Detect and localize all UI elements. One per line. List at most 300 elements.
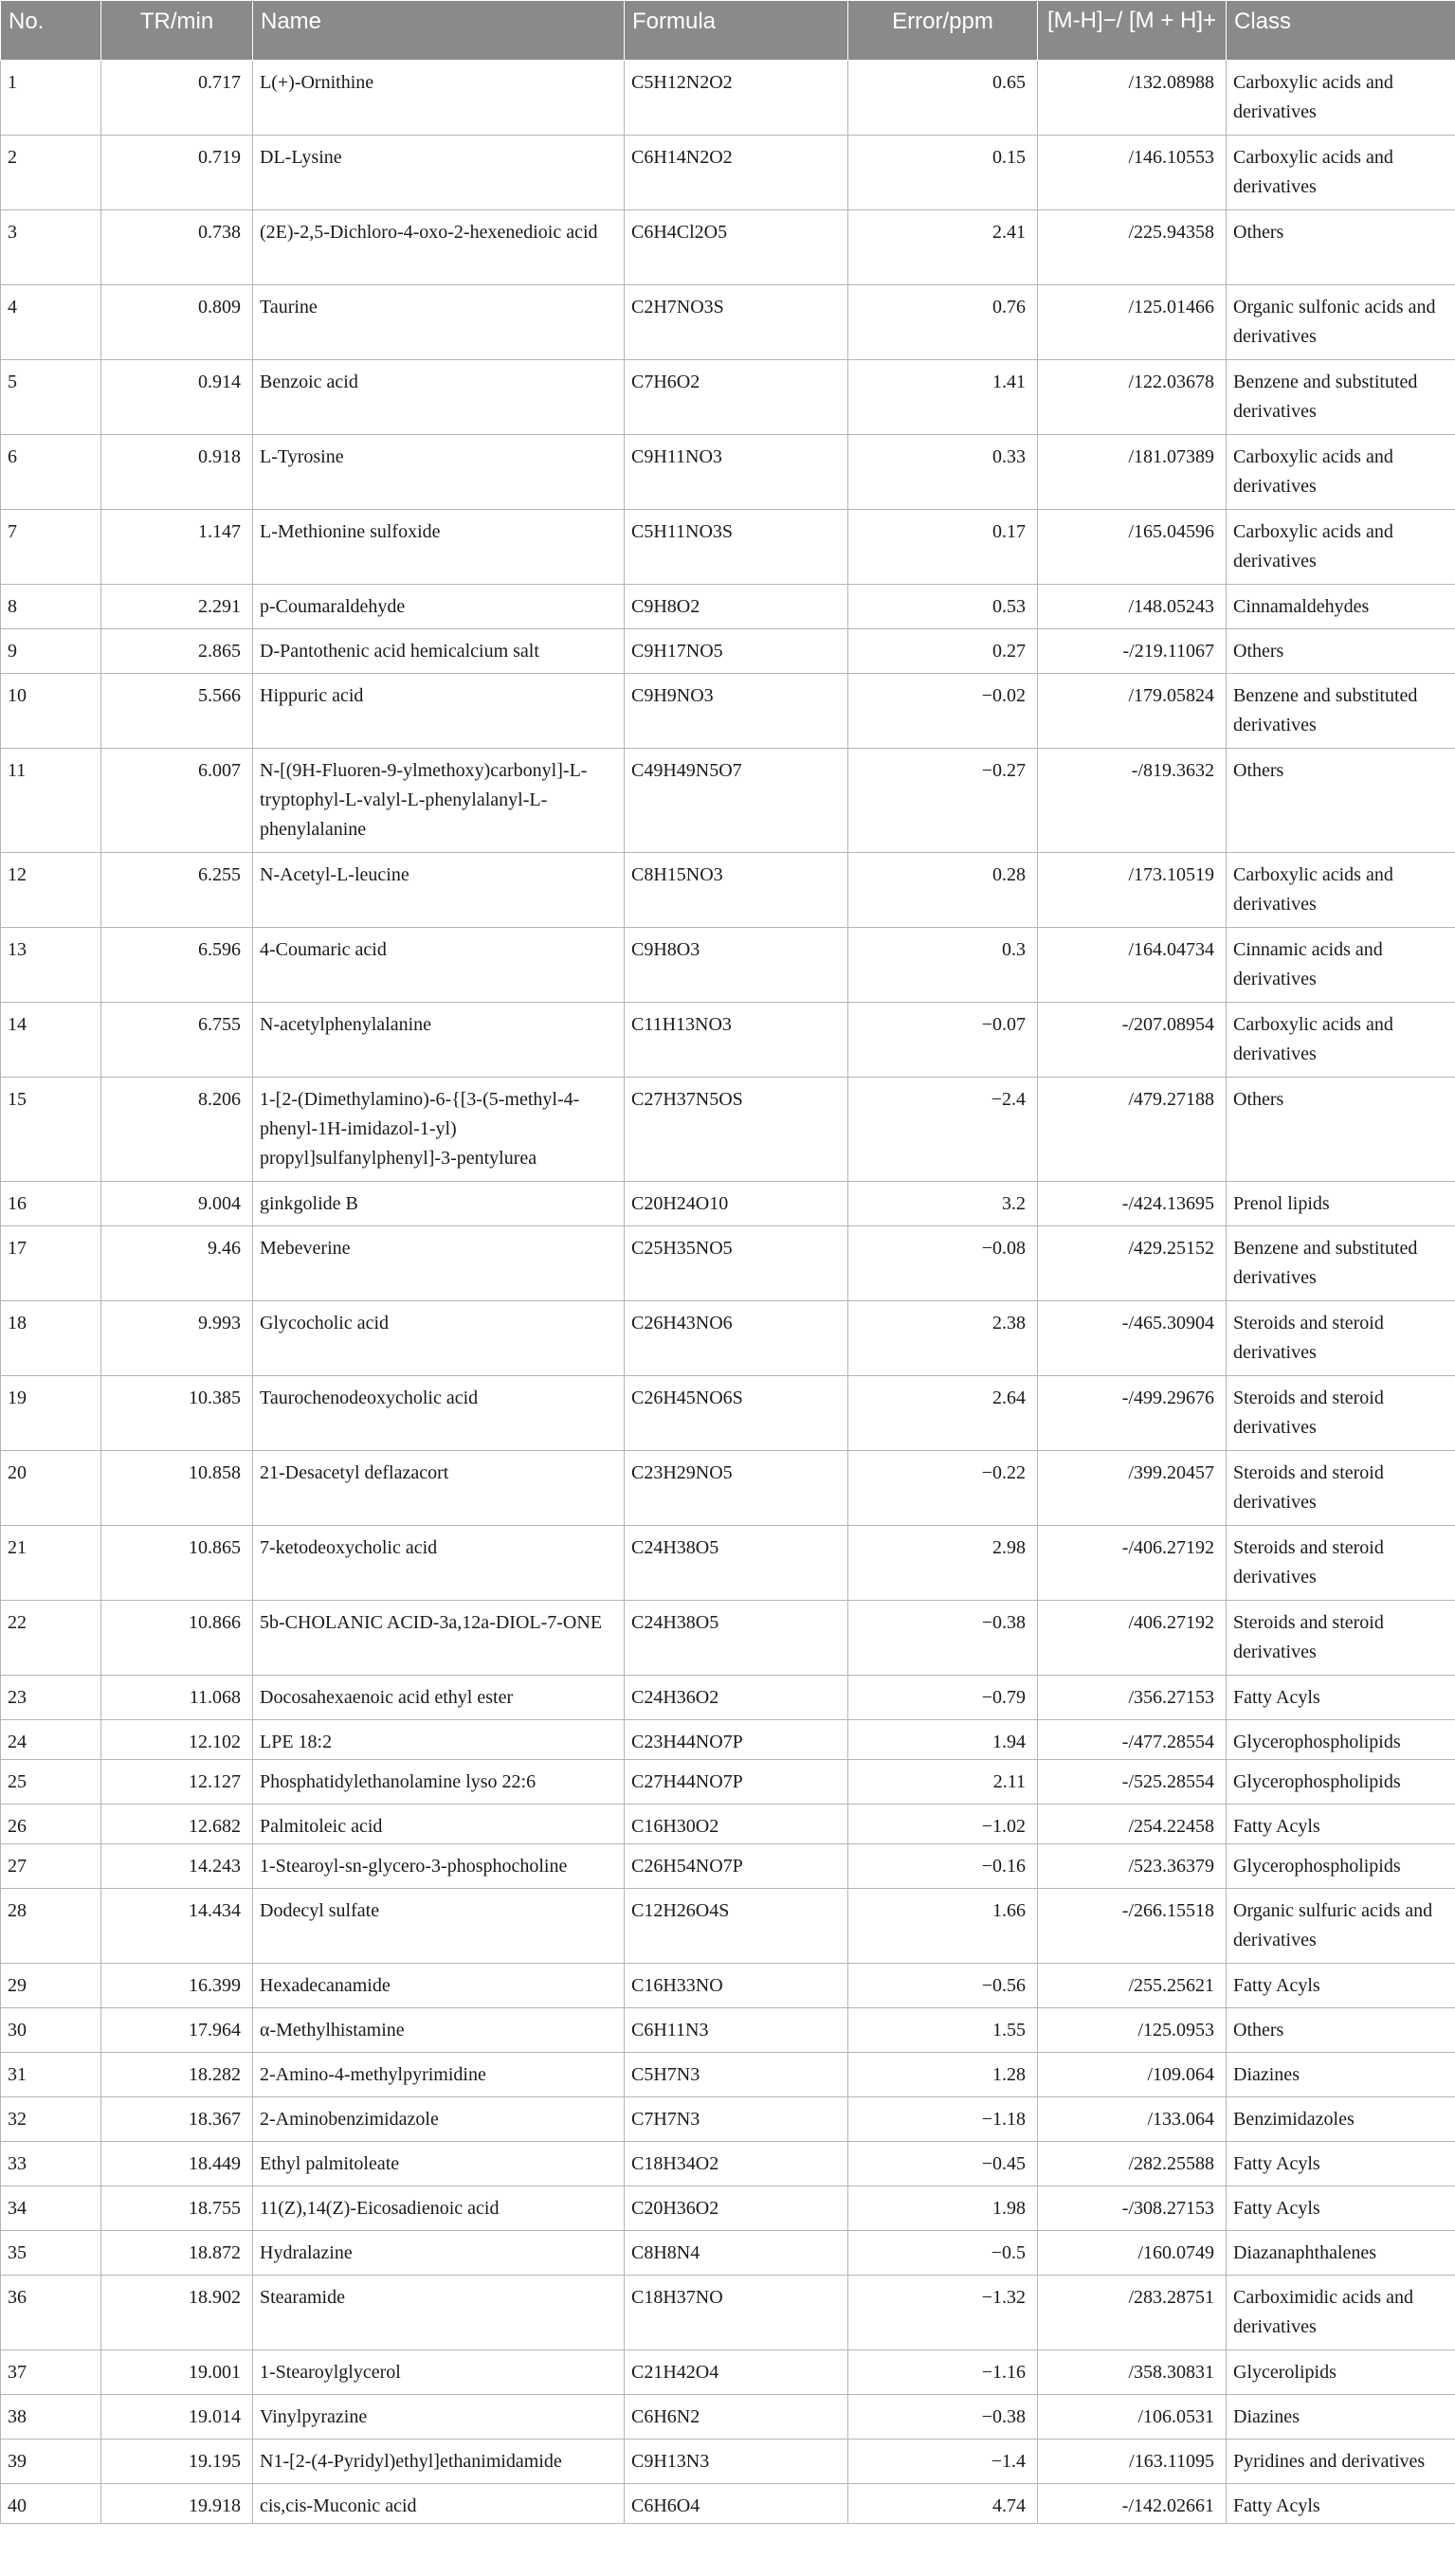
cell-tr: 6.755: [101, 1003, 253, 1078]
cell-formula: C23H29NO5: [625, 1451, 848, 1526]
cell-mz: -/219.11067: [1038, 629, 1227, 674]
cell-mz: /282.25588: [1038, 2142, 1227, 2186]
cell-no: 13: [1, 928, 101, 1003]
table-row: [1, 1182, 1455, 1226]
cell-tr: 6.596: [101, 928, 253, 1003]
cell-no: 6: [1, 435, 101, 510]
cell-error: −0.38: [848, 2395, 1038, 2440]
cell-formula: C26H43NO6: [625, 1301, 848, 1376]
cell-no: 34: [1, 2186, 101, 2231]
cell-no: 21: [1, 1526, 101, 1601]
cell-tr: 9.46: [101, 1226, 253, 1301]
cell-name: Taurine: [253, 285, 625, 360]
cell-mz: /148.05243: [1038, 585, 1227, 629]
cell-tr: 10.865: [101, 1526, 253, 1601]
cell-error: 0.17: [848, 510, 1038, 585]
cell-error: −0.38: [848, 1601, 1038, 1676]
cell-error: −1.4: [848, 2440, 1038, 2484]
table-row: [1, 928, 1455, 1003]
table-row: [1, 1078, 1455, 1182]
cell-mz: /109.064: [1038, 2053, 1227, 2097]
cell-name: N1-[2-(4-Pyridyl)ethyl]ethanimidamide: [253, 2440, 625, 2484]
cell-class: Glycerophospholipids: [1227, 1720, 1455, 1760]
cell-tr: 18.367: [101, 2097, 253, 2142]
cell-class: Carboxylic acids and derivatives: [1227, 510, 1455, 585]
table-header: [1, 1, 1455, 61]
cell-formula: C18H34O2: [625, 2142, 848, 2186]
cell-class: Others: [1227, 2008, 1455, 2053]
cell-no: 4: [1, 285, 101, 360]
cell-mz: /146.10553: [1038, 136, 1227, 210]
cell-class: Diazines: [1227, 2395, 1455, 2440]
cell-mz: /406.27192: [1038, 1601, 1227, 1676]
cell-tr: 0.719: [101, 136, 253, 210]
cell-class: Benzimidazoles: [1227, 2097, 1455, 2142]
cell-mz: /125.01466: [1038, 285, 1227, 360]
cell-mz: /523.36379: [1038, 1844, 1227, 1889]
cell-formula: C6H6N2: [625, 2395, 848, 2440]
cell-class: Others: [1227, 629, 1455, 674]
cell-tr: 0.918: [101, 435, 253, 510]
cell-error: −0.27: [848, 749, 1038, 853]
table-row: [1, 1376, 1455, 1451]
cell-error: −0.45: [848, 2142, 1038, 2186]
table-row: [1, 2484, 1455, 2524]
cell-name: Dodecyl sulfate: [253, 1889, 625, 1964]
cell-no: 8: [1, 585, 101, 629]
header-mz: [M-H]−/ [M + H]+: [1038, 1, 1227, 61]
cell-class: Cinnamaldehydes: [1227, 585, 1455, 629]
cell-formula: C6H14N2O2: [625, 136, 848, 210]
cell-no: 5: [1, 360, 101, 435]
cell-tr: 16.399: [101, 1964, 253, 2008]
cell-name: N-[(9H-Fluoren-9-ylmethoxy)carbonyl]-L-tryptophyl-L-valyl-L-phenylalanyl-L-phenylalanine: [253, 749, 625, 853]
cell-name: LPE 18:2: [253, 1720, 625, 1760]
cell-formula: C7H6O2: [625, 360, 848, 435]
cell-error: 1.98: [848, 2186, 1038, 2231]
cell-formula: C9H8O2: [625, 585, 848, 629]
cell-mz: -/465.30904: [1038, 1301, 1227, 1376]
header-name: Name: [253, 1, 625, 61]
table-row: [1, 1601, 1455, 1676]
table-row: [1, 1964, 1455, 2008]
cell-formula: C11H13NO3: [625, 1003, 848, 1078]
cell-formula: C27H44NO7P: [625, 1760, 848, 1805]
cell-tr: 18.449: [101, 2142, 253, 2186]
cell-formula: C12H26O4S: [625, 1889, 848, 1964]
cell-no: 24: [1, 1720, 101, 1760]
cell-no: 20: [1, 1451, 101, 1526]
cell-no: 14: [1, 1003, 101, 1078]
cell-tr: 9.004: [101, 1182, 253, 1226]
cell-no: 28: [1, 1889, 101, 1964]
cell-name: 7-ketodeoxycholic acid: [253, 1526, 625, 1601]
cell-name: 2-Aminobenzimidazole: [253, 2097, 625, 2142]
cell-class: Organic sulfonic acids and derivatives: [1227, 285, 1455, 360]
cell-error: 0.65: [848, 61, 1038, 136]
table-row: [1, 2186, 1455, 2231]
cell-no: 9: [1, 629, 101, 674]
cell-class: Cinnamic acids and derivatives: [1227, 928, 1455, 1003]
cell-class: Organic sulfuric acids and derivatives: [1227, 1889, 1455, 1964]
cell-class: Steroids and steroid derivatives: [1227, 1601, 1455, 1676]
cell-error: 0.27: [848, 629, 1038, 674]
cell-class: Diazines: [1227, 2053, 1455, 2097]
cell-mz: /122.03678: [1038, 360, 1227, 435]
table-row: [1, 585, 1455, 629]
cell-class: Fatty Acyls: [1227, 2186, 1455, 2231]
cell-mz: -/525.28554: [1038, 1760, 1227, 1805]
cell-error: −1.32: [848, 2276, 1038, 2350]
table-row: [1, 61, 1455, 136]
cell-name: Palmitoleic acid: [253, 1805, 625, 1844]
cell-formula: C24H38O5: [625, 1601, 848, 1676]
cell-mz: /479.27188: [1038, 1078, 1227, 1182]
cell-class: Steroids and steroid derivatives: [1227, 1451, 1455, 1526]
cell-mz: -/142.02661: [1038, 2484, 1227, 2524]
cell-name: α-Methylhistamine: [253, 2008, 625, 2053]
cell-class: Carboxylic acids and derivatives: [1227, 853, 1455, 928]
cell-tr: 11.068: [101, 1676, 253, 1720]
cell-formula: C5H12N2O2: [625, 61, 848, 136]
cell-tr: 12.682: [101, 1805, 253, 1844]
cell-tr: 10.858: [101, 1451, 253, 1526]
cell-formula: C9H9NO3: [625, 674, 848, 749]
cell-error: 0.76: [848, 285, 1038, 360]
cell-error: −0.79: [848, 1676, 1038, 1720]
cell-no: 16: [1, 1182, 101, 1226]
cell-tr: 5.566: [101, 674, 253, 749]
cell-error: 2.64: [848, 1376, 1038, 1451]
table-row: [1, 1720, 1455, 1760]
table-row: [1, 749, 1455, 853]
cell-no: 35: [1, 2231, 101, 2276]
cell-mz: /160.0749: [1038, 2231, 1227, 2276]
cell-formula: C16H30O2: [625, 1805, 848, 1844]
cell-formula: C9H8O3: [625, 928, 848, 1003]
cell-tr: 9.993: [101, 1301, 253, 1376]
cell-no: 12: [1, 853, 101, 928]
cell-tr: 6.255: [101, 853, 253, 928]
cell-error: 2.11: [848, 1760, 1038, 1805]
cell-tr: 1.147: [101, 510, 253, 585]
cell-no: 39: [1, 2440, 101, 2484]
cell-name: L-Methionine sulfoxide: [253, 510, 625, 585]
cell-no: 17: [1, 1226, 101, 1301]
table-row: [1, 2142, 1455, 2186]
cell-mz: -/406.27192: [1038, 1526, 1227, 1601]
table-row: [1, 2440, 1455, 2484]
cell-error: 0.28: [848, 853, 1038, 928]
cell-no: 10: [1, 674, 101, 749]
header-error: Error/ppm: [848, 1, 1038, 61]
table-row: [1, 629, 1455, 674]
cell-no: 26: [1, 1805, 101, 1844]
cell-no: 31: [1, 2053, 101, 2097]
table-row: [1, 1889, 1455, 1964]
cell-tr: 0.738: [101, 210, 253, 285]
cell-error: −0.56: [848, 1964, 1038, 2008]
cell-name: Hippuric acid: [253, 674, 625, 749]
cell-name: L(+)-Ornithine: [253, 61, 625, 136]
cell-error: 1.94: [848, 1720, 1038, 1760]
cell-formula: C5H11NO3S: [625, 510, 848, 585]
cell-mz: -/308.27153: [1038, 2186, 1227, 2231]
cell-error: −1.02: [848, 1805, 1038, 1844]
cell-formula: C6H11N3: [625, 2008, 848, 2053]
cell-error: −0.5: [848, 2231, 1038, 2276]
cell-no: 27: [1, 1844, 101, 1889]
cell-mz: -/819.3632: [1038, 749, 1227, 853]
table-row: [1, 1844, 1455, 1889]
cell-error: 1.28: [848, 2053, 1038, 2097]
cell-error: 0.53: [848, 585, 1038, 629]
table-row: [1, 1003, 1455, 1078]
cell-no: 29: [1, 1964, 101, 2008]
cell-tr: 12.127: [101, 1760, 253, 1805]
table-row: [1, 435, 1455, 510]
cell-no: 36: [1, 2276, 101, 2350]
cell-tr: 0.809: [101, 285, 253, 360]
table-row: [1, 210, 1455, 285]
cell-no: 18: [1, 1301, 101, 1376]
cell-formula: C26H45NO6S: [625, 1376, 848, 1451]
cell-class: Glycerophospholipids: [1227, 1760, 1455, 1805]
cell-class: Carboxylic acids and derivatives: [1227, 1003, 1455, 1078]
cell-formula: C49H49N5O7: [625, 749, 848, 853]
table-row: [1, 2276, 1455, 2350]
cell-error: −1.18: [848, 2097, 1038, 2142]
cell-name: Docosahexaenoic acid ethyl ester: [253, 1676, 625, 1720]
cell-formula: C6H4Cl2O5: [625, 210, 848, 285]
cell-no: 37: [1, 2350, 101, 2395]
cell-mz: /106.0531: [1038, 2395, 1227, 2440]
cell-name: N-acetylphenylalanine: [253, 1003, 625, 1078]
cell-name: Benzoic acid: [253, 360, 625, 435]
cell-name: Glycocholic acid: [253, 1301, 625, 1376]
cell-mz: /132.08988: [1038, 61, 1227, 136]
cell-formula: C26H54NO7P: [625, 1844, 848, 1889]
cell-name: L-Tyrosine: [253, 435, 625, 510]
cell-error: −1.16: [848, 2350, 1038, 2395]
cell-formula: C24H36O2: [625, 1676, 848, 1720]
cell-error: −0.22: [848, 1451, 1038, 1526]
cell-formula: C6H6O4: [625, 2484, 848, 2524]
cell-no: 3: [1, 210, 101, 285]
cell-error: 1.41: [848, 360, 1038, 435]
table-row: [1, 136, 1455, 210]
table-row: [1, 510, 1455, 585]
cell-no: 25: [1, 1760, 101, 1805]
cell-name: DL-Lysine: [253, 136, 625, 210]
cell-formula: C25H35NO5: [625, 1226, 848, 1301]
cell-class: Others: [1227, 749, 1455, 853]
cell-class: Fatty Acyls: [1227, 2142, 1455, 2186]
cell-name: D-Pantothenic acid hemicalcium salt: [253, 629, 625, 674]
cell-tr: 8.206: [101, 1078, 253, 1182]
header-row: [1, 1, 1455, 61]
cell-error: 2.41: [848, 210, 1038, 285]
cell-error: −0.08: [848, 1226, 1038, 1301]
cell-name: N-Acetyl-L-leucine: [253, 853, 625, 928]
cell-mz: -/424.13695: [1038, 1182, 1227, 1226]
cell-name: Hydralazine: [253, 2231, 625, 2276]
cell-no: 23: [1, 1676, 101, 1720]
cell-formula: C16H33NO: [625, 1964, 848, 2008]
cell-error: 2.98: [848, 1526, 1038, 1601]
cell-class: Steroids and steroid derivatives: [1227, 1301, 1455, 1376]
cell-class: Fatty Acyls: [1227, 1676, 1455, 1720]
cell-mz: /429.25152: [1038, 1226, 1227, 1301]
cell-error: 1.66: [848, 1889, 1038, 1964]
cell-tr: 19.014: [101, 2395, 253, 2440]
table-row: [1, 1676, 1455, 1720]
header-no: No.: [1, 1, 101, 61]
cell-mz: /356.27153: [1038, 1676, 1227, 1720]
cell-formula: C23H44NO7P: [625, 1720, 848, 1760]
cell-mz: /173.10519: [1038, 853, 1227, 928]
cell-no: 30: [1, 2008, 101, 2053]
cell-mz: /165.04596: [1038, 510, 1227, 585]
cell-name: Ethyl palmitoleate: [253, 2142, 625, 2186]
cell-error: 0.3: [848, 928, 1038, 1003]
cell-error: 2.38: [848, 1301, 1038, 1376]
cell-tr: 6.007: [101, 749, 253, 853]
cell-name: 1-[2-(Dimethylamino)-6-{[3-(5-methyl-4-phenyl-1H-imidazol-1-yl) propyl]sulfanylphenyl]-3-pentylurea: [253, 1078, 625, 1182]
cell-tr: 18.755: [101, 2186, 253, 2231]
cell-no: 33: [1, 2142, 101, 2186]
cell-mz: -/266.15518: [1038, 1889, 1227, 1964]
cell-no: 1: [1, 61, 101, 136]
cell-tr: 12.102: [101, 1720, 253, 1760]
cell-name: 1-Stearoyl-sn-glycero-3-phosphocholine: [253, 1844, 625, 1889]
cell-mz: -/499.29676: [1038, 1376, 1227, 1451]
cell-error: −0.16: [848, 1844, 1038, 1889]
cell-mz: /399.20457: [1038, 1451, 1227, 1526]
cell-tr: 19.918: [101, 2484, 253, 2524]
cell-formula: C27H37N5OS: [625, 1078, 848, 1182]
table-row: [1, 2008, 1455, 2053]
cell-name: Hexadecanamide: [253, 1964, 625, 2008]
cell-name: Mebeverine: [253, 1226, 625, 1301]
cell-class: Benzene and substituted derivatives: [1227, 674, 1455, 749]
cell-class: Carboxylic acids and derivatives: [1227, 435, 1455, 510]
cell-class: Steroids and steroid derivatives: [1227, 1376, 1455, 1451]
table-row: [1, 2350, 1455, 2395]
cell-mz: -/207.08954: [1038, 1003, 1227, 1078]
table-row: [1, 1451, 1455, 1526]
cell-class: Benzene and substituted derivatives: [1227, 360, 1455, 435]
cell-class: Others: [1227, 1078, 1455, 1182]
cell-formula: C20H24O10: [625, 1182, 848, 1226]
table-row: [1, 2231, 1455, 2276]
cell-error: −0.07: [848, 1003, 1038, 1078]
cell-tr: 19.001: [101, 2350, 253, 2395]
cell-class: Others: [1227, 210, 1455, 285]
cell-error: −0.02: [848, 674, 1038, 749]
cell-mz: /164.04734: [1038, 928, 1227, 1003]
cell-formula: C20H36O2: [625, 2186, 848, 2231]
cell-mz: /255.25621: [1038, 1964, 1227, 2008]
cell-name: (2E)-2,5-Dichloro-4-oxo-2-hexenedioic acid: [253, 210, 625, 285]
cell-formula: C2H7NO3S: [625, 285, 848, 360]
cell-formula: C21H42O4: [625, 2350, 848, 2395]
cell-formula: C7H7N3: [625, 2097, 848, 2142]
cell-class: Pyridines and derivatives: [1227, 2440, 1455, 2484]
cell-mz: /133.064: [1038, 2097, 1227, 2142]
table-row: [1, 2053, 1455, 2097]
cell-class: Carboxylic acids and derivatives: [1227, 61, 1455, 136]
cell-mz: /181.07389: [1038, 435, 1227, 510]
cell-name: 1-Stearoylglycerol: [253, 2350, 625, 2395]
cell-name: 21-Desacetyl deflazacort: [253, 1451, 625, 1526]
cell-mz: -/477.28554: [1038, 1720, 1227, 1760]
cell-name: Stearamide: [253, 2276, 625, 2350]
cell-tr: 14.243: [101, 1844, 253, 1889]
cell-class: Prenol lipids: [1227, 1182, 1455, 1226]
header-tr: TR/min: [101, 1, 253, 61]
table-row: [1, 674, 1455, 749]
cell-class: Glycerophospholipids: [1227, 1844, 1455, 1889]
table-row: [1, 360, 1455, 435]
cell-no: 7: [1, 510, 101, 585]
cell-tr: 17.964: [101, 2008, 253, 2053]
cell-name: Phosphatidylethanolamine lyso 22:6: [253, 1760, 625, 1805]
cell-error: 1.55: [848, 2008, 1038, 2053]
table-body: [1, 61, 1455, 2524]
table-row: [1, 1301, 1455, 1376]
header-formula: Formula: [625, 1, 848, 61]
cell-class: Fatty Acyls: [1227, 2484, 1455, 2524]
cell-formula: C24H38O5: [625, 1526, 848, 1601]
cell-class: Carboximidic acids and derivatives: [1227, 2276, 1455, 2350]
cell-tr: 19.195: [101, 2440, 253, 2484]
cell-tr: 18.902: [101, 2276, 253, 2350]
cell-error: 0.15: [848, 136, 1038, 210]
cell-formula: C9H13N3: [625, 2440, 848, 2484]
cell-mz: /283.28751: [1038, 2276, 1227, 2350]
cell-class: Carboxylic acids and derivatives: [1227, 136, 1455, 210]
cell-class: Glycerolipids: [1227, 2350, 1455, 2395]
cell-no: 19: [1, 1376, 101, 1451]
cell-no: 38: [1, 2395, 101, 2440]
table-row: [1, 2395, 1455, 2440]
cell-mz: /254.22458: [1038, 1805, 1227, 1844]
cell-tr: 18.872: [101, 2231, 253, 2276]
table-row: [1, 1526, 1455, 1601]
cell-no: 2: [1, 136, 101, 210]
cell-name: 5b-CHOLANIC ACID-3a,12a-DIOL-7-ONE: [253, 1601, 625, 1676]
cell-formula: C18H37NO: [625, 2276, 848, 2350]
cell-mz: /358.30831: [1038, 2350, 1227, 2395]
table-row: [1, 1760, 1455, 1805]
cell-no: 22: [1, 1601, 101, 1676]
table-row: [1, 853, 1455, 928]
cell-mz: /163.11095: [1038, 2440, 1227, 2484]
cell-formula: C8H8N4: [625, 2231, 848, 2276]
cell-error: −2.4: [848, 1078, 1038, 1182]
cell-class: Fatty Acyls: [1227, 1805, 1455, 1844]
cell-tr: 14.434: [101, 1889, 253, 1964]
cell-tr: 2.865: [101, 629, 253, 674]
table-row: [1, 285, 1455, 360]
cell-no: 11: [1, 749, 101, 853]
table-row: [1, 1226, 1455, 1301]
cell-tr: 0.914: [101, 360, 253, 435]
cell-name: cis,cis-Muconic acid: [253, 2484, 625, 2524]
cell-mz: /179.05824: [1038, 674, 1227, 749]
cell-class: Benzene and substituted derivatives: [1227, 1226, 1455, 1301]
